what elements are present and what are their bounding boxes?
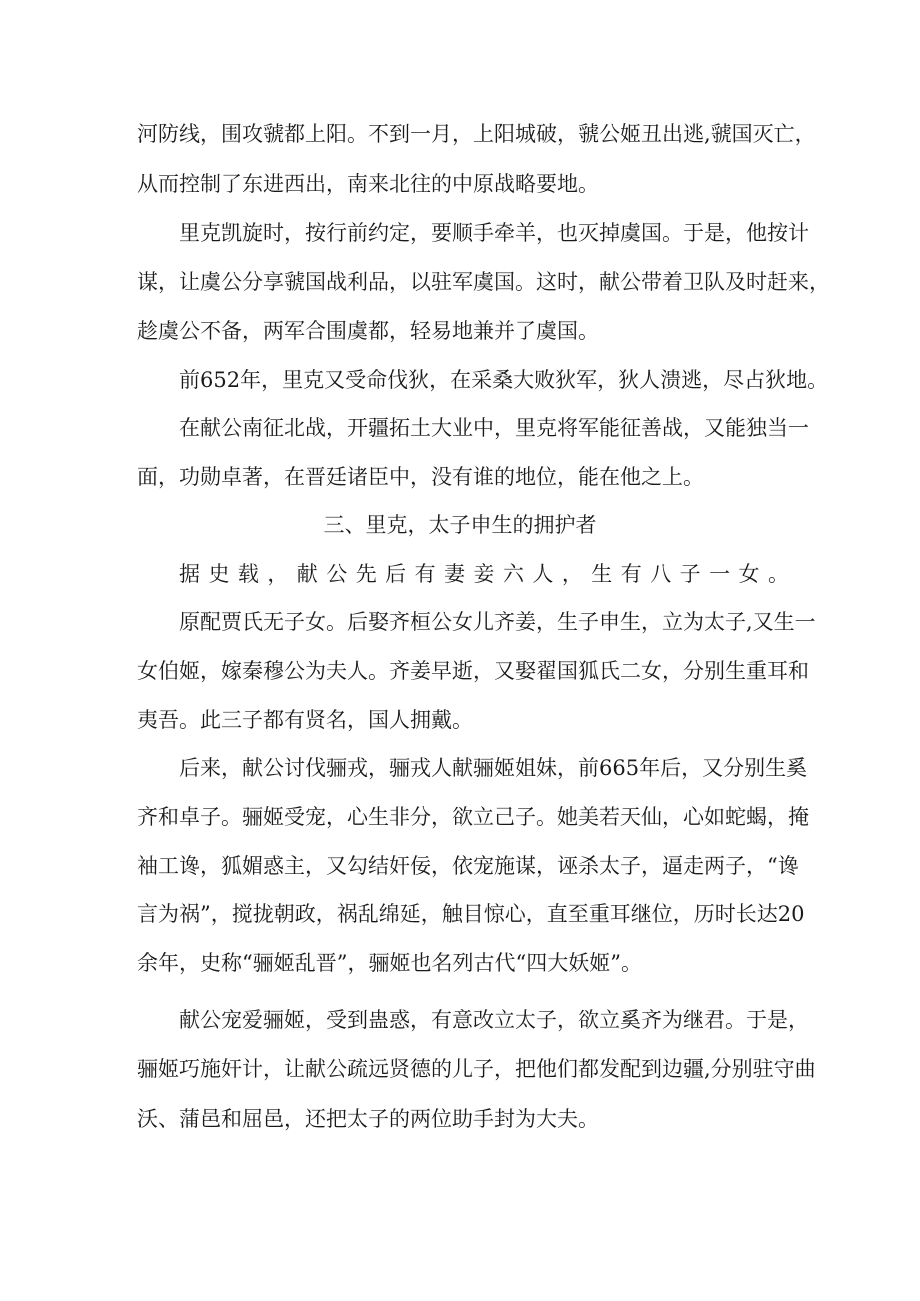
paragraph-line: 夷吾。此三子都有贤名，国人拥戴。	[137, 708, 473, 732]
paragraph-line: 在献公南征北战，开疆拓土大业中，里克将军能征善战，又能独当一	[179, 416, 809, 440]
paragraph-line: 沃、蒲邑和屈邑，还把太子的两位助手封为大夫。	[137, 1107, 599, 1131]
paragraph-line: 后来，献公讨伐骊戎，骊戎人献骊姬姐妹，前665年后，又分别生奚	[179, 756, 808, 780]
paragraph-line: 袖工谗，狐媚惑主，又勾结奸佞，依宠施谋，诬杀太子，逼走两子，“谗	[137, 854, 799, 878]
paragraph-line: 前652年，里克又受命伐狄，在采桑大败狄军，狄人溃逃，尽占狄地。	[179, 368, 829, 392]
paragraph-line: 趁虞公不备，两军合围虞都，轻易地兼并了虞国。	[137, 319, 599, 343]
paragraph-line: 面，功勋卓著，在晋廷诸臣中，没有谁的地位，能在他之上。	[137, 465, 704, 489]
paragraph-line: 骊姬巧施奸计，让献公疏远贤德的儿子，把他们都发配到边疆,分别驻守曲	[137, 1057, 816, 1081]
paragraph-line: 女伯姬，嫁秦穆公为夫人。齐姜早逝，又娶翟国狐氏二女，分别生重耳和	[137, 659, 809, 683]
paragraph-line: 河防线，围攻虢都上阳。不到一月，上阳城破，虢公姬丑出逃,虢国灭亡，	[137, 122, 816, 146]
paragraph-line: 献公宠爱骊姬，受到蛊惑，有意改立太子，欲立奚齐为继君。于是，	[179, 1008, 809, 1032]
paragraph-line: 里克凯旋时，按行前约定，要顺手牵羊，也灭掉虞国。于是，他按计	[179, 221, 809, 245]
paragraph-line: 从而控制了东进西出，南来北往的中原战略要地。	[137, 172, 599, 196]
paragraph-line: 齐和卓子。骊姬受宠，心生非分，欲立己子。她美若天仙，心如蛇蝎，掩	[137, 805, 809, 829]
paragraph-line: 据史载，献公先后有妻妾六人，生有八子一女。	[179, 562, 789, 586]
paragraph-line: 原配贾氏无子女。后娶齐桓公女儿齐姜，生子申生，立为太子,又生一	[179, 610, 816, 634]
paragraph-line: 谋，让虞公分享虢国战利品，以驻军虞国。这时，献公带着卫队及时赶来，	[137, 270, 830, 294]
section-heading: 三、里克，太子申生的拥护者	[323, 513, 597, 537]
paragraph-line: 言为祸”，搅拢朝政，祸乱绵延，触目惊心，直至重耳继位，历时长达20	[137, 902, 805, 926]
paragraph-line: 余年，史称“骊姬乱晋”，骊姬也名列古代“四大妖姬”。	[137, 951, 642, 975]
